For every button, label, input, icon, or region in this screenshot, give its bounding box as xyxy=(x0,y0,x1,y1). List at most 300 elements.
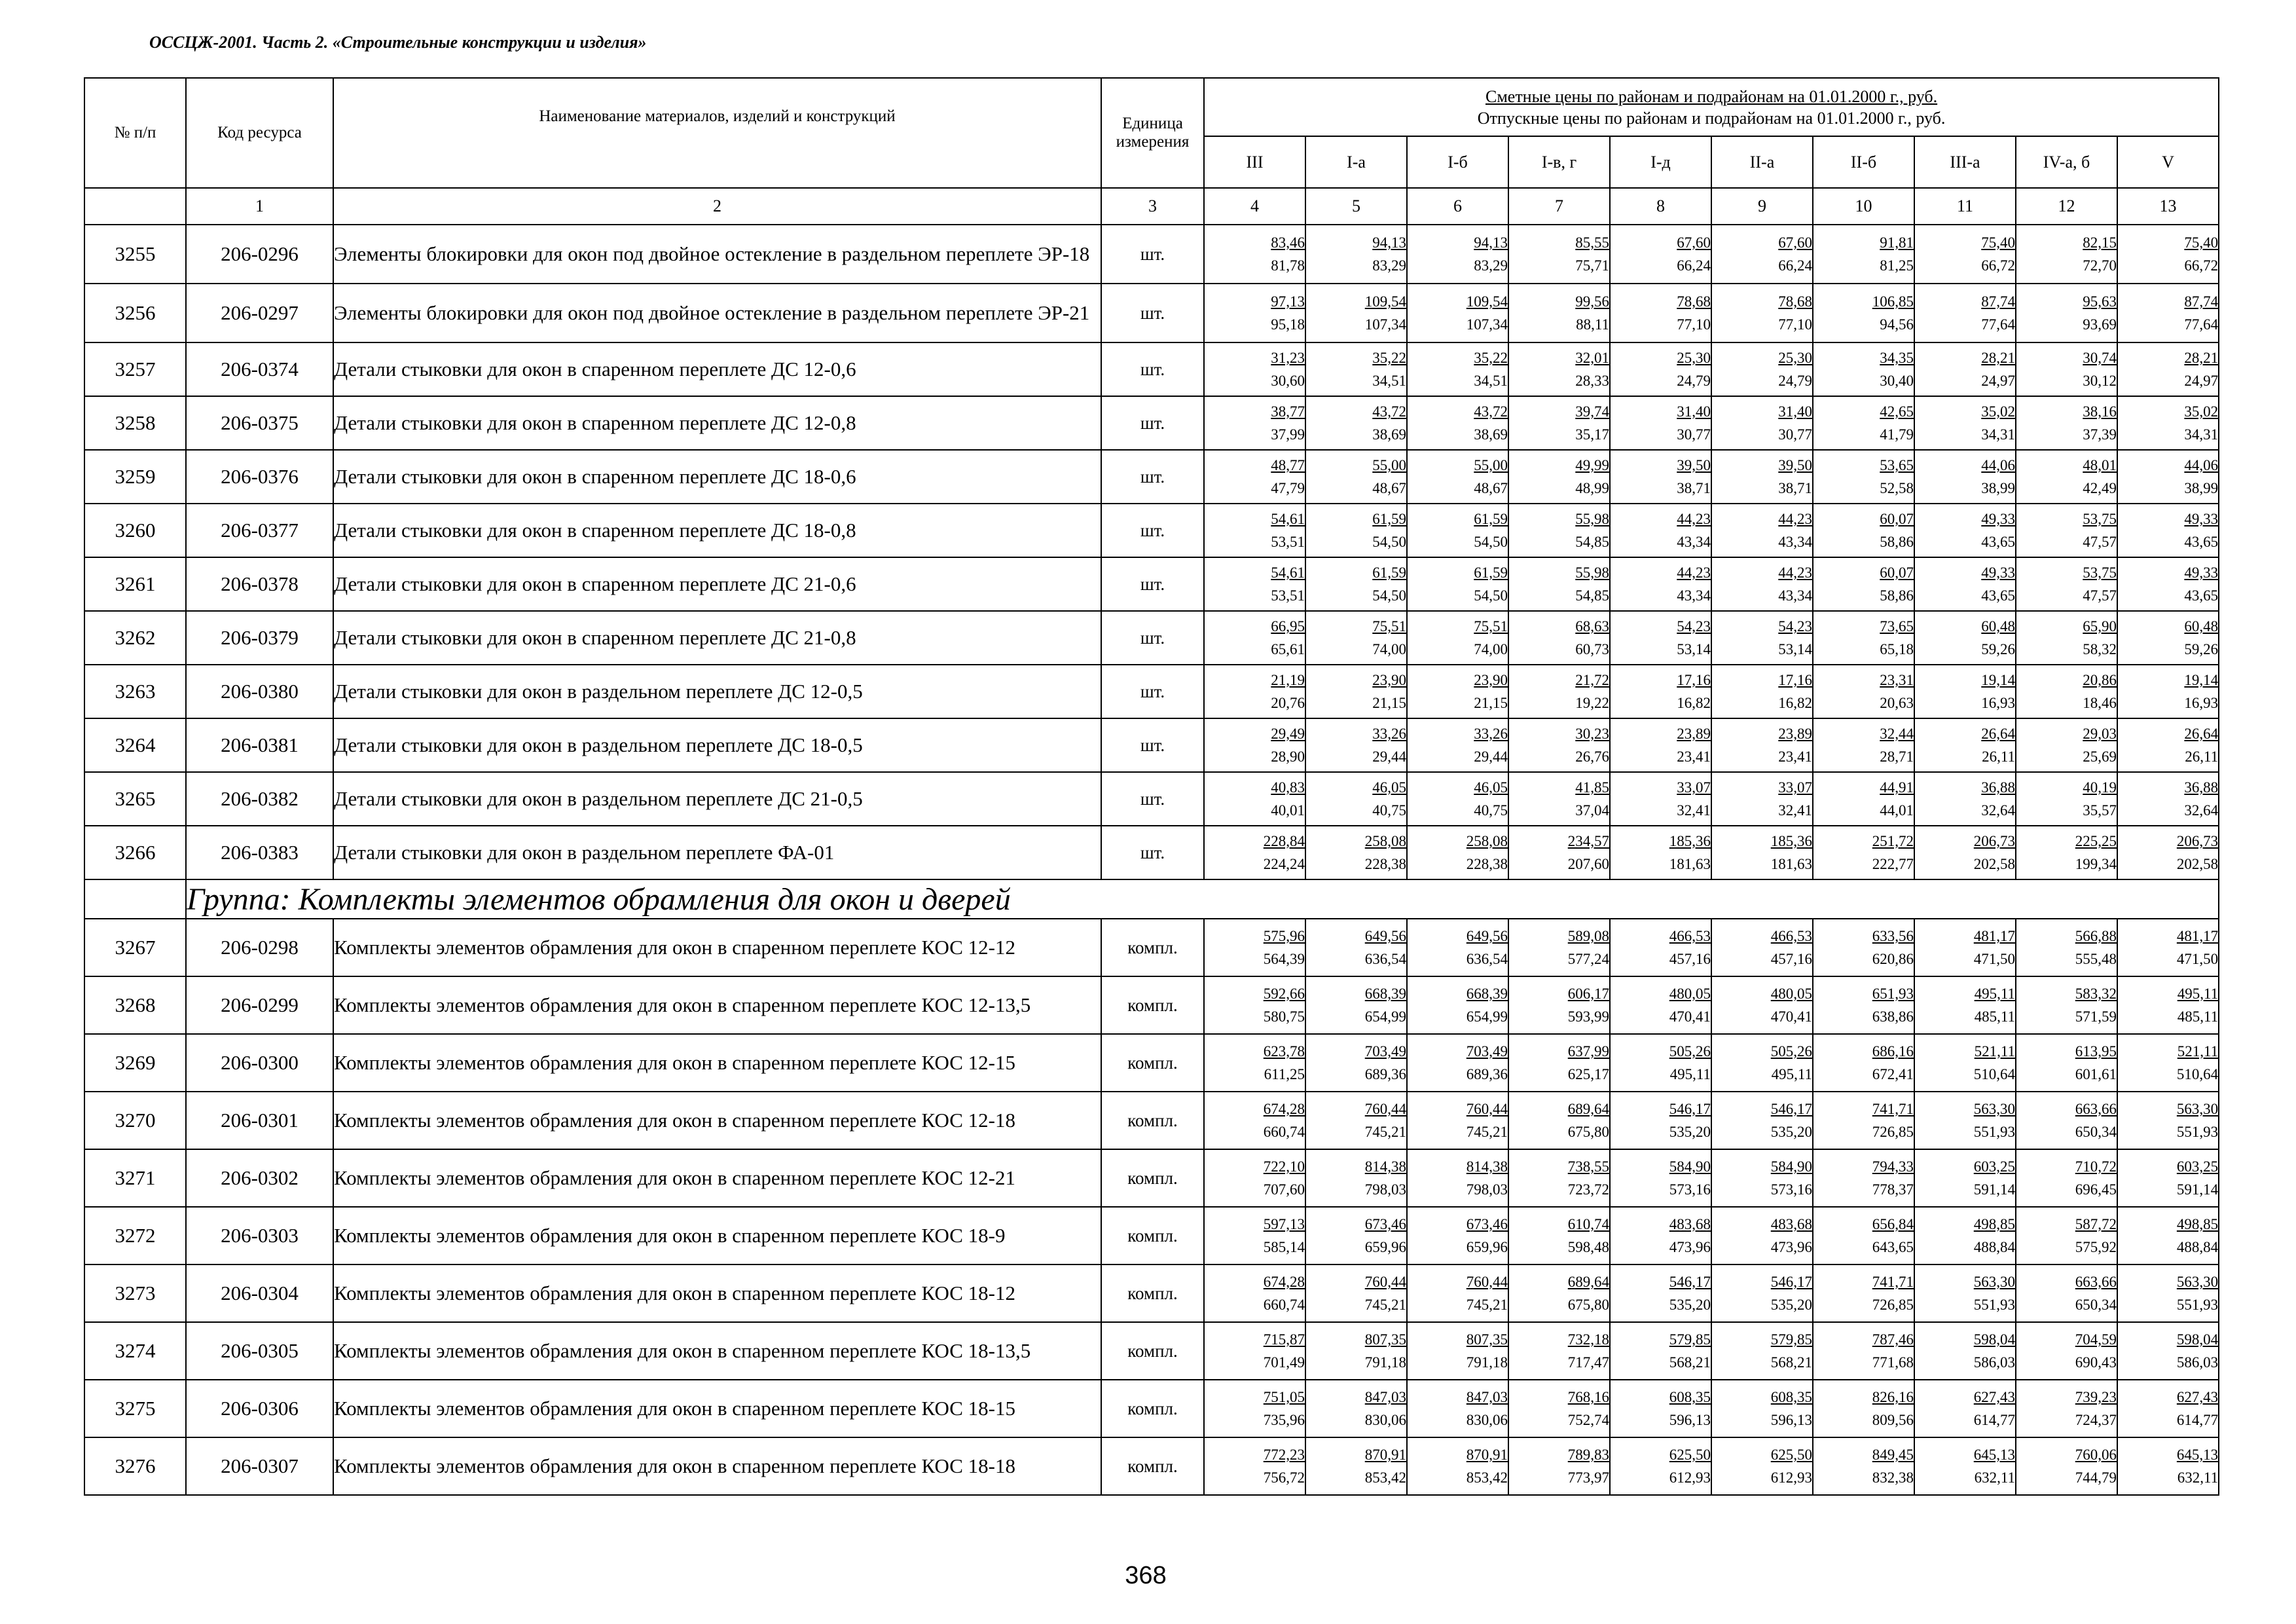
price-cell xyxy=(1508,1034,1610,1092)
material-name: Детали стыковки для окон в спаренном переплете ДС 21-0,6 xyxy=(333,557,1101,611)
header-unit: Единица измерения xyxy=(1101,78,1204,188)
estimate-price: 704,59 xyxy=(2075,1331,2117,1348)
material-name: Детали стыковки для окон в спаренном переплете ДС 18-0,8 xyxy=(333,504,1101,557)
estimate-price: 598,04 xyxy=(2176,1331,2219,1348)
estimate-price: 54,61 xyxy=(1271,564,1305,581)
unit-of-measure: шт. xyxy=(1101,611,1204,665)
release-price: 24,97 xyxy=(1981,373,2015,389)
release-price: 707,60 xyxy=(1263,1181,1305,1198)
release-price: 75,71 xyxy=(1575,257,1609,274)
price-cell xyxy=(1204,976,1305,1034)
price-cell xyxy=(1305,1092,1407,1149)
header-code: Код ресурса xyxy=(186,78,333,188)
release-price: 745,21 xyxy=(1364,1297,1406,1313)
estimate-price: 28,21 xyxy=(1981,350,2015,366)
release-price: 591,14 xyxy=(2176,1181,2219,1198)
header-num: № п/п xyxy=(84,78,186,188)
release-price: 620,86 xyxy=(1872,951,1914,967)
release-price: 654,99 xyxy=(1364,1008,1406,1025)
estimate-price: 625,50 xyxy=(1669,1447,1711,1463)
table-row xyxy=(84,665,2219,718)
release-price: 488,84 xyxy=(1973,1239,2015,1255)
estimate-price: 598,04 xyxy=(1973,1331,2015,1348)
table-row xyxy=(84,450,2219,504)
header-region: I-в, г xyxy=(1508,136,1610,188)
estimate-price: 579,85 xyxy=(1770,1331,1812,1348)
price-cell xyxy=(1305,1034,1407,1092)
price-cell xyxy=(1711,919,1813,976)
release-price: 40,75 xyxy=(1372,802,1406,819)
header-region: V xyxy=(2117,136,2219,188)
estimate-price: 67,60 xyxy=(1677,234,1711,251)
estimate-price: 807,35 xyxy=(1466,1331,1508,1348)
price-cell xyxy=(1610,772,1711,826)
unit-of-measure: шт. xyxy=(1101,396,1204,450)
price-cell xyxy=(1204,342,1305,396)
price-cell xyxy=(1305,611,1407,665)
release-price: 199,34 xyxy=(2075,856,2117,872)
estimate-price: 38,77 xyxy=(1271,403,1305,420)
price-cell xyxy=(2117,450,2219,504)
price-cell xyxy=(2117,1092,2219,1149)
price-cell xyxy=(1711,1092,1813,1149)
release-price: 612,93 xyxy=(1669,1469,1711,1486)
page-number: 368 xyxy=(1125,1562,1167,1589)
price-cell xyxy=(1204,284,1305,342)
price-cell xyxy=(1610,1264,1711,1322)
price-cell xyxy=(2016,1034,2117,1092)
estimate-price: 33,26 xyxy=(1372,726,1406,742)
release-price: 95,18 xyxy=(1271,316,1305,333)
estimate-price: 563,30 xyxy=(2176,1274,2219,1290)
unit-of-measure: шт. xyxy=(1101,504,1204,557)
release-price: 41,79 xyxy=(1880,426,1914,443)
price-cell xyxy=(1508,611,1610,665)
row-number: 3273 xyxy=(84,1264,186,1322)
estimate-price: 87,74 xyxy=(2184,293,2219,310)
estimate-price: 17,16 xyxy=(1778,672,1812,688)
release-price: 228,38 xyxy=(1364,856,1406,872)
header-region: I-д xyxy=(1610,136,1711,188)
estimate-price: 584,90 xyxy=(1770,1158,1812,1175)
release-price: 38,99 xyxy=(1981,480,2015,496)
table-row xyxy=(84,1322,2219,1380)
estimate-price: 633,56 xyxy=(1872,928,1914,944)
price-cell xyxy=(2117,919,2219,976)
price-cell xyxy=(1610,611,1711,665)
release-price: 535,20 xyxy=(1770,1297,1812,1313)
release-price: 30,60 xyxy=(1271,373,1305,389)
release-price: 25,69 xyxy=(2083,748,2117,765)
price-cell xyxy=(1610,504,1711,557)
material-name: Детали стыковки для окон в спаренном переплете ДС 12-0,6 xyxy=(333,342,1101,396)
price-cell xyxy=(1508,1437,1610,1495)
estimate-price: 649,56 xyxy=(1466,928,1508,944)
release-price: 577,24 xyxy=(1567,951,1609,967)
estimate-price: 44,91 xyxy=(1880,779,1914,796)
header-column-number: 12 xyxy=(2016,188,2117,225)
release-price: 696,45 xyxy=(2075,1181,2117,1198)
material-name: Детали стыковки для окон в раздельном переплете ФА-01 xyxy=(333,826,1101,879)
estimate-price: 185,36 xyxy=(1669,833,1711,849)
release-price: 28,33 xyxy=(1575,373,1609,389)
estimate-price: 31,40 xyxy=(1778,403,1812,420)
price-cell xyxy=(2016,1092,2117,1149)
release-price: 723,72 xyxy=(1567,1181,1609,1198)
estimate-price: 579,85 xyxy=(1669,1331,1711,1348)
estimate-price: 36,88 xyxy=(1981,779,2015,796)
table-row xyxy=(84,919,2219,976)
estimate-price: 30,23 xyxy=(1575,726,1609,742)
release-price: 791,18 xyxy=(1466,1354,1508,1371)
estimate-price: 44,23 xyxy=(1778,564,1812,581)
release-price: 773,97 xyxy=(1567,1469,1609,1486)
release-price: 612,93 xyxy=(1770,1469,1812,1486)
price-cell xyxy=(2016,718,2117,772)
estimate-price: 814,38 xyxy=(1364,1158,1406,1175)
estimate-price: 33,07 xyxy=(1778,779,1812,796)
release-price: 228,38 xyxy=(1466,856,1508,872)
estimate-price: 60,07 xyxy=(1880,564,1914,581)
price-cell xyxy=(1204,1437,1305,1495)
price-cell xyxy=(1305,1437,1407,1495)
header-column-number: 7 xyxy=(1508,188,1610,225)
release-price: 34,51 xyxy=(1474,373,1508,389)
estimate-price: 75,51 xyxy=(1372,618,1406,635)
header-column-number: 4 xyxy=(1204,188,1305,225)
row-number: 3255 xyxy=(84,225,186,284)
estimate-price: 546,17 xyxy=(1669,1101,1711,1117)
release-price: 32,41 xyxy=(1677,802,1711,819)
release-price: 23,41 xyxy=(1677,748,1711,765)
price-cell xyxy=(1407,1322,1508,1380)
release-price: 510,64 xyxy=(1973,1066,2015,1082)
unit-of-measure: компл. xyxy=(1101,919,1204,976)
price-cell xyxy=(1204,1380,1305,1437)
release-price: 853,42 xyxy=(1466,1469,1508,1486)
price-cell xyxy=(1204,611,1305,665)
material-name: Комплекты элементов обрамления для окон в спаренном переплете КОС 18-13,5 xyxy=(333,1322,1101,1380)
estimate-price: 847,03 xyxy=(1364,1389,1406,1405)
release-price: 34,31 xyxy=(2184,426,2219,443)
price-cell xyxy=(1813,1322,1914,1380)
release-price: 94,56 xyxy=(1880,316,1914,333)
header-prices xyxy=(1204,78,2219,136)
header-column-number: 13 xyxy=(2117,188,2219,225)
price-cell xyxy=(1407,718,1508,772)
price-cell xyxy=(1305,450,1407,504)
estimate-price: 75,40 xyxy=(1981,234,2015,251)
estimate-price: 87,74 xyxy=(1981,293,2015,310)
unit-of-measure: компл. xyxy=(1101,1264,1204,1322)
estimate-price: 703,49 xyxy=(1466,1043,1508,1060)
estimate-price: 23,89 xyxy=(1677,726,1711,742)
release-price: 107,34 xyxy=(1364,316,1406,333)
estimate-price: 787,46 xyxy=(1872,1331,1914,1348)
estimate-price: 19,14 xyxy=(2184,672,2219,688)
estimate-price: 738,55 xyxy=(1567,1158,1609,1175)
resource-code: 206-0376 xyxy=(186,450,333,504)
estimate-price: 251,72 xyxy=(1872,833,1914,849)
release-price: 34,51 xyxy=(1372,373,1406,389)
unit-of-measure: шт. xyxy=(1101,284,1204,342)
price-cell xyxy=(2016,1149,2117,1207)
release-price: 798,03 xyxy=(1364,1181,1406,1198)
estimate-price: 466,53 xyxy=(1770,928,1812,944)
price-cell xyxy=(2117,1034,2219,1092)
release-price: 778,37 xyxy=(1872,1181,1914,1198)
price-cell xyxy=(1407,772,1508,826)
release-price: 54,50 xyxy=(1474,587,1508,604)
release-price: 601,61 xyxy=(2075,1066,2117,1082)
row-number: 3257 xyxy=(84,342,186,396)
unit-of-measure: компл. xyxy=(1101,1034,1204,1092)
price-cell xyxy=(1407,1437,1508,1495)
release-price: 659,96 xyxy=(1466,1239,1508,1255)
estimate-price: 741,71 xyxy=(1872,1101,1914,1117)
table-row xyxy=(84,396,2219,450)
price-cell xyxy=(1813,1380,1914,1437)
price-cell xyxy=(1914,772,2016,826)
estimate-price: 44,23 xyxy=(1677,564,1711,581)
price-cell xyxy=(1407,1092,1508,1149)
release-price: 58,86 xyxy=(1880,587,1914,604)
release-price: 30,12 xyxy=(2083,373,2117,389)
estimate-price: 75,40 xyxy=(2184,234,2219,251)
price-cell xyxy=(1204,665,1305,718)
release-price: 575,92 xyxy=(2075,1239,2117,1255)
estimate-price: 32,44 xyxy=(1880,726,1914,742)
price-cell xyxy=(2016,450,2117,504)
estimate-price: 53,75 xyxy=(2083,564,2117,581)
price-cell xyxy=(2117,772,2219,826)
price-cell xyxy=(1914,826,2016,879)
header-column-number: 3 xyxy=(1101,188,1204,225)
price-cell xyxy=(1407,225,1508,284)
price-cell xyxy=(1610,1034,1711,1092)
estimate-price: 627,43 xyxy=(1973,1389,2015,1405)
estimate-price: 42,65 xyxy=(1880,403,1914,420)
price-cell xyxy=(1813,1264,1914,1322)
estimate-price: 649,56 xyxy=(1364,928,1406,944)
price-cell xyxy=(1711,450,1813,504)
estimate-price: 97,13 xyxy=(1271,293,1305,310)
unit-of-measure: шт. xyxy=(1101,225,1204,284)
release-price: 88,11 xyxy=(1576,316,1609,333)
release-price: 34,31 xyxy=(1981,426,2015,443)
estimate-price: 17,16 xyxy=(1677,672,1711,688)
price-cell xyxy=(2117,1322,2219,1380)
price-cell xyxy=(1407,284,1508,342)
release-price: 32,64 xyxy=(2184,802,2219,819)
release-price: 744,79 xyxy=(2075,1469,2117,1486)
release-price: 40,75 xyxy=(1474,802,1508,819)
estimate-price: 546,17 xyxy=(1669,1274,1711,1290)
price-cell xyxy=(1204,1264,1305,1322)
price-cell xyxy=(1813,1034,1914,1092)
release-price: 832,38 xyxy=(1872,1469,1914,1486)
price-cell xyxy=(1204,557,1305,611)
release-price: 573,16 xyxy=(1669,1181,1711,1198)
price-cell xyxy=(1711,225,1813,284)
estimate-price: 91,81 xyxy=(1880,234,1914,251)
resource-code: 206-0375 xyxy=(186,396,333,450)
release-price: 585,14 xyxy=(1263,1239,1305,1255)
price-cell xyxy=(1813,1149,1914,1207)
estimate-price: 61,59 xyxy=(1372,511,1406,527)
estimate-price: 225,25 xyxy=(2075,833,2117,849)
price-cell xyxy=(2117,284,2219,342)
release-price: 701,49 xyxy=(1263,1354,1305,1371)
price-cell xyxy=(1407,1380,1508,1437)
estimate-price: 228,84 xyxy=(1263,833,1305,849)
release-price: 495,11 xyxy=(1669,1066,1711,1082)
estimate-price: 43,72 xyxy=(1372,403,1406,420)
price-cell xyxy=(1610,1092,1711,1149)
estimate-price: 78,68 xyxy=(1778,293,1812,310)
price-cell xyxy=(1813,225,1914,284)
price-cell xyxy=(1305,1149,1407,1207)
price-cell xyxy=(1610,396,1711,450)
material-name: Комплекты элементов обрамления для окон в спаренном переплете КОС 18-12 xyxy=(333,1264,1101,1322)
estimate-price: 715,87 xyxy=(1263,1331,1305,1348)
estimate-price: 39,74 xyxy=(1575,403,1609,420)
estimate-price: 75,51 xyxy=(1474,618,1508,635)
estimate-price: 651,93 xyxy=(1872,986,1914,1002)
price-cell xyxy=(1305,504,1407,557)
estimate-price: 603,25 xyxy=(1973,1158,2015,1175)
price-cell xyxy=(1305,1380,1407,1437)
row-number: 3264 xyxy=(84,718,186,772)
price-cell xyxy=(1508,1092,1610,1149)
price-cell xyxy=(2016,284,2117,342)
price-cell xyxy=(2117,504,2219,557)
release-price: 791,18 xyxy=(1364,1354,1406,1371)
release-price: 43,65 xyxy=(1981,587,2015,604)
price-cell xyxy=(1204,1034,1305,1092)
release-price: 66,72 xyxy=(1981,257,2015,274)
release-price: 18,46 xyxy=(2083,695,2117,711)
release-price: 21,15 xyxy=(1372,695,1406,711)
price-cell xyxy=(1711,665,1813,718)
estimate-price: 760,06 xyxy=(2075,1447,2117,1463)
header-column-number: 10 xyxy=(1813,188,1914,225)
estimate-price: 49,99 xyxy=(1575,457,1609,473)
row-number: 3269 xyxy=(84,1034,186,1092)
release-price: 28,71 xyxy=(1880,748,1914,765)
price-cell xyxy=(1813,611,1914,665)
estimate-price: 703,49 xyxy=(1364,1043,1406,1060)
release-price: 42,49 xyxy=(2083,480,2117,496)
price-cell xyxy=(1407,1034,1508,1092)
resource-code: 206-0305 xyxy=(186,1322,333,1380)
table-row xyxy=(84,718,2219,772)
price-cell xyxy=(1914,1034,2016,1092)
release-price: 593,99 xyxy=(1567,1008,1609,1025)
estimate-price: 826,16 xyxy=(1872,1389,1914,1405)
price-cell xyxy=(1407,504,1508,557)
estimate-price: 760,44 xyxy=(1364,1101,1406,1117)
price-cell xyxy=(1914,1092,2016,1149)
estimate-price: 109,54 xyxy=(1466,293,1508,310)
release-price: 614,77 xyxy=(1973,1412,2015,1428)
price-cell xyxy=(1914,1380,2016,1437)
table-row xyxy=(84,1034,2219,1092)
estimate-price: 40,83 xyxy=(1271,779,1305,796)
price-cell xyxy=(1711,611,1813,665)
material-name: Детали стыковки для окон в раздельном переплете ДС 18-0,5 xyxy=(333,718,1101,772)
estimate-price: 39,50 xyxy=(1778,457,1812,473)
estimate-price: 61,59 xyxy=(1372,564,1406,581)
price-cell xyxy=(1204,1092,1305,1149)
release-price: 551,93 xyxy=(1973,1297,2015,1313)
estimate-price: 44,06 xyxy=(1981,457,2015,473)
price-cell xyxy=(1508,1149,1610,1207)
estimate-price: 483,68 xyxy=(1669,1216,1711,1232)
resource-code: 206-0374 xyxy=(186,342,333,396)
release-price: 756,72 xyxy=(1263,1469,1305,1486)
estimate-price: 67,60 xyxy=(1778,234,1812,251)
unit-of-measure: шт. xyxy=(1101,826,1204,879)
price-cell xyxy=(1508,342,1610,396)
header-column-number-empty xyxy=(84,188,186,225)
resource-code: 206-0306 xyxy=(186,1380,333,1437)
price-cell xyxy=(1508,976,1610,1034)
table-row xyxy=(84,976,2219,1034)
release-price: 35,57 xyxy=(2083,802,2117,819)
release-price: 83,29 xyxy=(1372,257,1406,274)
unit-of-measure: шт. xyxy=(1101,665,1204,718)
release-price: 30,77 xyxy=(1778,426,1812,443)
price-cell xyxy=(1204,1207,1305,1264)
price-cell xyxy=(1305,1264,1407,1322)
price-cell xyxy=(2016,1322,2117,1380)
row-number: 3265 xyxy=(84,772,186,826)
release-price: 726,85 xyxy=(1872,1297,1914,1313)
estimate-price: 563,30 xyxy=(1973,1101,2015,1117)
release-price: 632,11 xyxy=(1974,1469,2015,1486)
price-cell xyxy=(2117,1149,2219,1207)
release-price: 596,13 xyxy=(1770,1412,1812,1428)
estimate-price: 29,03 xyxy=(2083,726,2117,742)
unit-of-measure: шт. xyxy=(1101,450,1204,504)
header-column-number: 2 xyxy=(333,188,1101,225)
price-cell xyxy=(1508,557,1610,611)
price-cell xyxy=(1508,1322,1610,1380)
estimate-price: 38,16 xyxy=(2083,403,2117,420)
release-price: 551,93 xyxy=(2176,1124,2219,1140)
material-name: Комплекты элементов обрамления для окон в спаренном переплете КОС 12-12 xyxy=(333,919,1101,976)
price-cell xyxy=(1305,1207,1407,1264)
price-cell xyxy=(1711,1322,1813,1380)
price-cell xyxy=(1813,826,1914,879)
unit-of-measure: шт. xyxy=(1101,772,1204,826)
estimate-price: 55,98 xyxy=(1575,564,1609,581)
release-price: 726,85 xyxy=(1872,1124,1914,1140)
estimate-price: 498,85 xyxy=(1973,1216,2015,1232)
release-price: 586,03 xyxy=(1973,1354,2015,1371)
price-cell xyxy=(1813,1207,1914,1264)
unit-of-measure: компл. xyxy=(1101,1437,1204,1495)
release-price: 568,21 xyxy=(1770,1354,1812,1371)
group-row xyxy=(84,879,2219,919)
estimate-price: 55,00 xyxy=(1372,457,1406,473)
release-price: 60,73 xyxy=(1575,641,1609,657)
price-cell xyxy=(1305,284,1407,342)
release-price: 53,14 xyxy=(1778,641,1812,657)
estimate-price: 20,86 xyxy=(2083,672,2117,688)
release-price: 38,99 xyxy=(2184,480,2219,496)
